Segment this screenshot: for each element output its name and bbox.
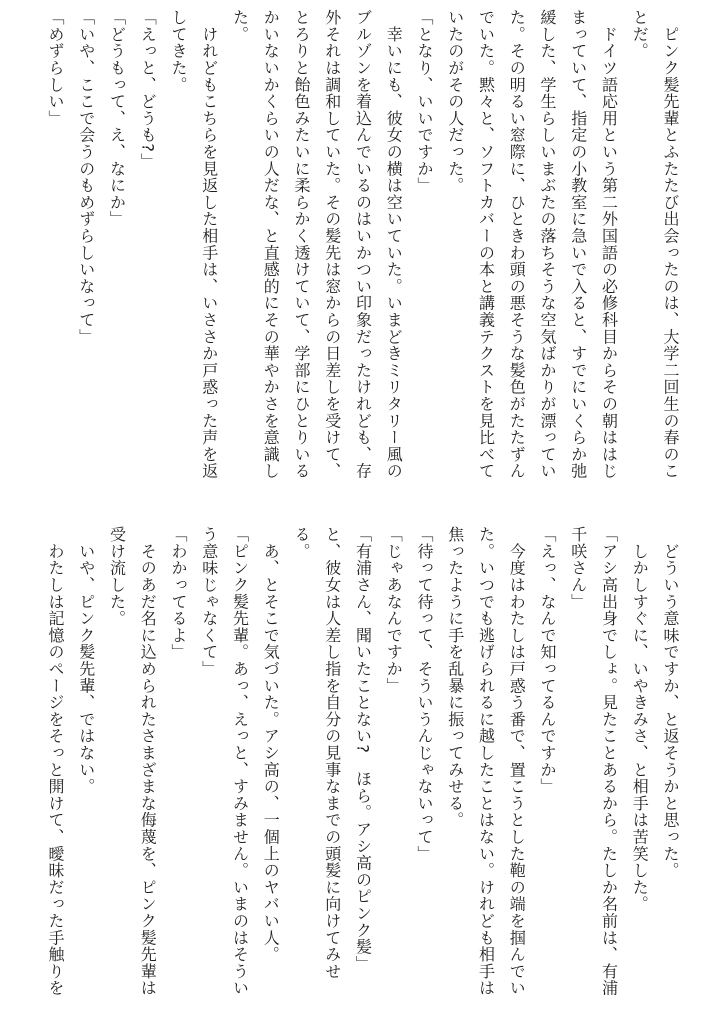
text-line: た。その明るい窓際に、ひときわ頭の悪そうな髪色がたたずん xyxy=(507,9,527,480)
text-line: とだ。 xyxy=(630,9,650,60)
text-line: ピンク髪先輩とふたたび出会ったのは、大学二回生の春のこ xyxy=(661,9,680,480)
text-line: た。いつでも逃げられるに越したことはない。けれども相手は xyxy=(476,526,496,997)
text-line: 「有浦さん、聞いたことない? ほら。アシ高のピンク髪」 xyxy=(353,526,373,973)
text-line: 「えっ、なんで知ってるんですか」 xyxy=(538,526,557,795)
text-block-upper xyxy=(39,9,685,489)
text-line: 「めずらしい」 xyxy=(46,9,65,127)
text-line: いや、ピンク髪先輩、ではない。 xyxy=(76,526,96,795)
text-line: 「ピンク髪先輩。あっ、えっと、すみません。いまのはそうい xyxy=(230,526,250,997)
text-line: 「待って待って、そういうんじゃないって」 xyxy=(415,526,434,862)
text-block-lower xyxy=(39,526,685,1006)
text-line: 「となり、いいですか」 xyxy=(415,9,434,194)
text-line: た。 xyxy=(230,9,250,43)
text-line: 千咲さん」 xyxy=(568,526,588,610)
text-line: ブルゾンを着込んでいるのはいかつい印象だったけれども、存 xyxy=(353,9,373,480)
text-line: かいないかくらいの人だな、と直感的にその華やかさを意識し xyxy=(261,9,281,480)
text-line: でいた。黙々と、ソフトカバーの本と講義テクストを見比べて xyxy=(476,9,496,480)
text-line: あ、とそこで気づいた。アシ高の、一個上のヤバい人。 xyxy=(261,526,281,963)
text-line: まっていて、指定の小教室に急いで入ると、すでにいくらか弛 xyxy=(568,9,588,480)
text-line: 「えっと、どうも?」 xyxy=(138,9,158,170)
text-line: とろりと飴色みたいに柔らかく透けていて、学部にひとりいる xyxy=(292,9,311,480)
text-line: 「アシ高出身でしょ。見たことあるから。たしか名前は、有浦 xyxy=(599,526,619,997)
text-line: 「わかってるよ」 xyxy=(169,526,188,661)
text-line: 緩した、学生らしいまぶたの落ちそうな空気ばかりが漂ってい xyxy=(538,9,557,480)
text-line: けれどもこちらを見返した相手は、いささか戸惑った声を返 xyxy=(199,9,219,480)
text-line: 幸いにも、彼女の横は空いていた。いまどきミリタリー風の xyxy=(384,9,404,480)
text-line: 今度はわたしは戸惑う番で、置こうとした鞄の端を掴んでい xyxy=(507,526,527,997)
text-line: 外それは調和していた。その髪先は窓からの日差しを受けて、 xyxy=(322,9,342,480)
text-line: そのあだ名に込められたさまざまな侮蔑を、ピンク髪先輩は xyxy=(138,526,158,997)
text-line: 焦ったように手を乱暴に振ってみせる。 xyxy=(445,526,465,829)
text-line: 「どうもって、え、なにか」 xyxy=(107,9,127,228)
text-line: どういう意味ですか、と返そうかと思った。 xyxy=(661,526,680,879)
text-line: 受け流した。 xyxy=(107,526,127,627)
text-line: と、彼女は人差し指を自分の見事なまでの頭髪に向けてみせ xyxy=(322,526,342,980)
text-line: してきた。 xyxy=(169,9,188,93)
text-line: う意味じゃなくて」 xyxy=(199,526,219,678)
text-line: ドイツ語応用という第二外国語の必修科目からその朝ははじ xyxy=(599,9,619,480)
text-line: いたのがその人だった。 xyxy=(445,9,465,194)
text-line: 「じゃあなんですか」 xyxy=(384,526,404,694)
text-line: しかしすぐに、いやきみさ、と相手は苦笑した。 xyxy=(630,526,650,913)
text-line: わたしは記憶のページをそっと開けて、曖昧だった手触りを xyxy=(46,526,65,997)
text-line: る。 xyxy=(292,526,311,560)
text-line: 「いや、ここで会うのもめずらしいなって」 xyxy=(76,9,96,345)
